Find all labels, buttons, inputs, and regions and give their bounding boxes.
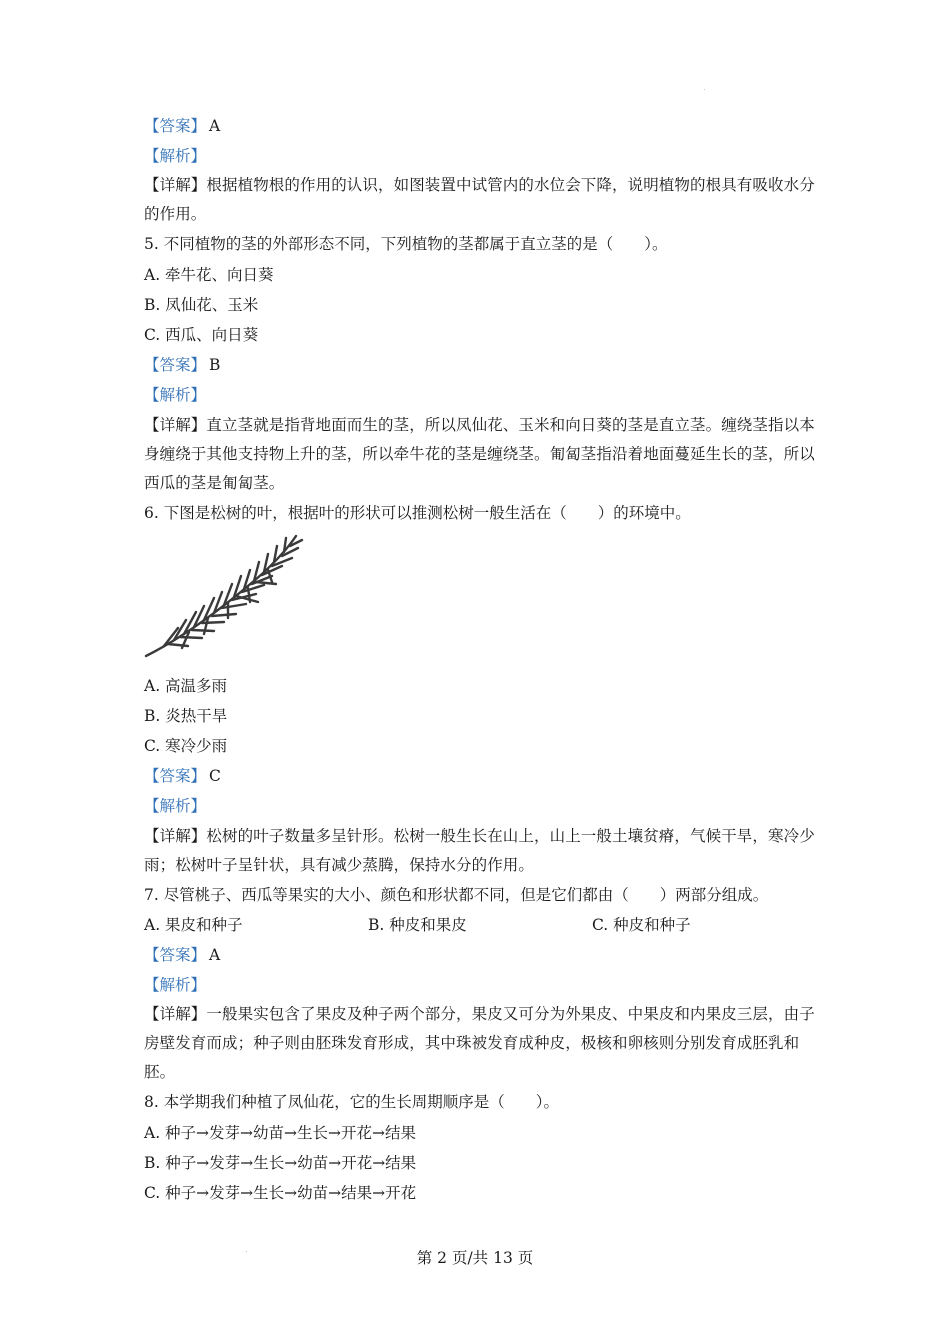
detail-label: 【详解】 xyxy=(144,176,207,195)
q7-question: 7. 尽管桃子、西瓜等果实的大小、颜色和形状都不同，但是它们都由（ ）两部分组成。 xyxy=(144,885,769,904)
detail-text: 一般果实包含了果皮及种子两个部分，果皮又可分为外果皮、中果皮和内果皮三层，由子房壁发育而成；种子则由胚珠发育形成，其中珠被发育成种皮，极核和卵核则分别发育成胚乳和胚。 xyxy=(144,1005,815,1082)
q6-answer xyxy=(144,761,816,791)
detail-text: 松树的叶子数量多呈针形。松树一般生长在山上，山上一般土壤贫瘠，气候干旱，寒冷少雨；松树叶子呈针状，具有减少蒸腾，保持水分的作用。 xyxy=(144,826,815,874)
scan-dot xyxy=(704,89,705,90)
q8-question: 8. 本学期我们种植了凤仙花，它的生长周期顺序是（ ）。 xyxy=(144,1093,559,1112)
detail-text: 直立茎就是指背地面而生的茎，所以凤仙花、玉米和向日葵的茎是直立茎。缠绕茎指以本身缠绕于其他支持物上升的茎，所以牵牛花的茎是缠绕茎。匍匐茎指沿着地面蔓延生长的茎，所以西瓜的茎是匍匐茎。 xyxy=(144,415,815,492)
answer-value: B xyxy=(209,356,221,375)
page-content xyxy=(144,111,816,1208)
detail-label: 【详解】 xyxy=(144,1005,207,1024)
q5-option-b: B. 凤仙花、玉米 xyxy=(144,295,259,314)
q5-analysis xyxy=(144,380,816,410)
q5-option-c: C. 西瓜、向日葵 xyxy=(144,325,259,344)
q6-option-a: A. 高温多雨 xyxy=(144,676,228,695)
detail-text: 根据植物根的作用的认识，如图装置中试管内的水位会下降，说明植物的根具有吸收水分的作用。 xyxy=(144,176,815,224)
q5-detail xyxy=(144,411,816,498)
q7-detail xyxy=(144,1000,816,1087)
q5-answer xyxy=(144,350,816,380)
analysis-label: 【解析】 xyxy=(144,147,207,166)
analysis-label: 【解析】 xyxy=(144,386,207,405)
q4-analysis xyxy=(144,141,816,171)
q6-detail xyxy=(144,822,816,880)
answer-label: 【答案】 xyxy=(144,117,207,135)
pine-leaf-icon xyxy=(144,532,314,667)
q5-question: 5. 不同植物的茎的外部形态不同，下列植物的茎都属于直立茎的是（ ）。 xyxy=(144,235,668,254)
q7-analysis xyxy=(144,970,816,1000)
page-number: 第 2 页/共 13 页 xyxy=(416,1249,534,1267)
q7-option-b: B. 种皮和果皮 xyxy=(368,915,467,934)
q8-option-c: C. 种子→发芽→生长→幼苗→结果→开花 xyxy=(144,1183,417,1202)
q8-option-b: B. 种子→发芽→生长→幼苗→开花→结果 xyxy=(144,1153,417,1172)
q6-option-b: B. 炎热干旱 xyxy=(144,706,228,725)
q6-analysis xyxy=(144,791,816,821)
detail-label: 【详解】 xyxy=(144,415,207,434)
q4-answer xyxy=(144,111,816,141)
q8-option-a: A. 种子→发芽→幼苗→生长→开花→结果 xyxy=(144,1123,416,1142)
q6-option-c: C. 寒冷少雨 xyxy=(144,737,228,756)
q7-option-c: C. 种皮和种子 xyxy=(592,915,691,934)
q4-detail xyxy=(144,171,816,229)
answer-label: 【答案】 xyxy=(144,946,207,964)
answer-value: C xyxy=(209,767,221,786)
q7-option-a: A. 果皮和种子 xyxy=(144,915,243,934)
answer-value: A xyxy=(209,117,221,135)
analysis-label: 【解析】 xyxy=(144,797,207,816)
answer-label: 【答案】 xyxy=(144,767,207,786)
q7-options xyxy=(144,910,816,940)
q7-answer xyxy=(144,940,816,970)
analysis-label: 【解析】 xyxy=(144,976,207,995)
answer-value: A xyxy=(209,946,221,964)
q6-question: 6. 下图是松树的叶，根据叶的形状可以推测松树一般生活在（ ）的环境中。 xyxy=(144,503,691,522)
detail-label: 【详解】 xyxy=(144,826,207,845)
answer-label: 【答案】 xyxy=(144,356,207,375)
q5-option-a: A. 牵牛花、向日葵 xyxy=(144,265,274,284)
